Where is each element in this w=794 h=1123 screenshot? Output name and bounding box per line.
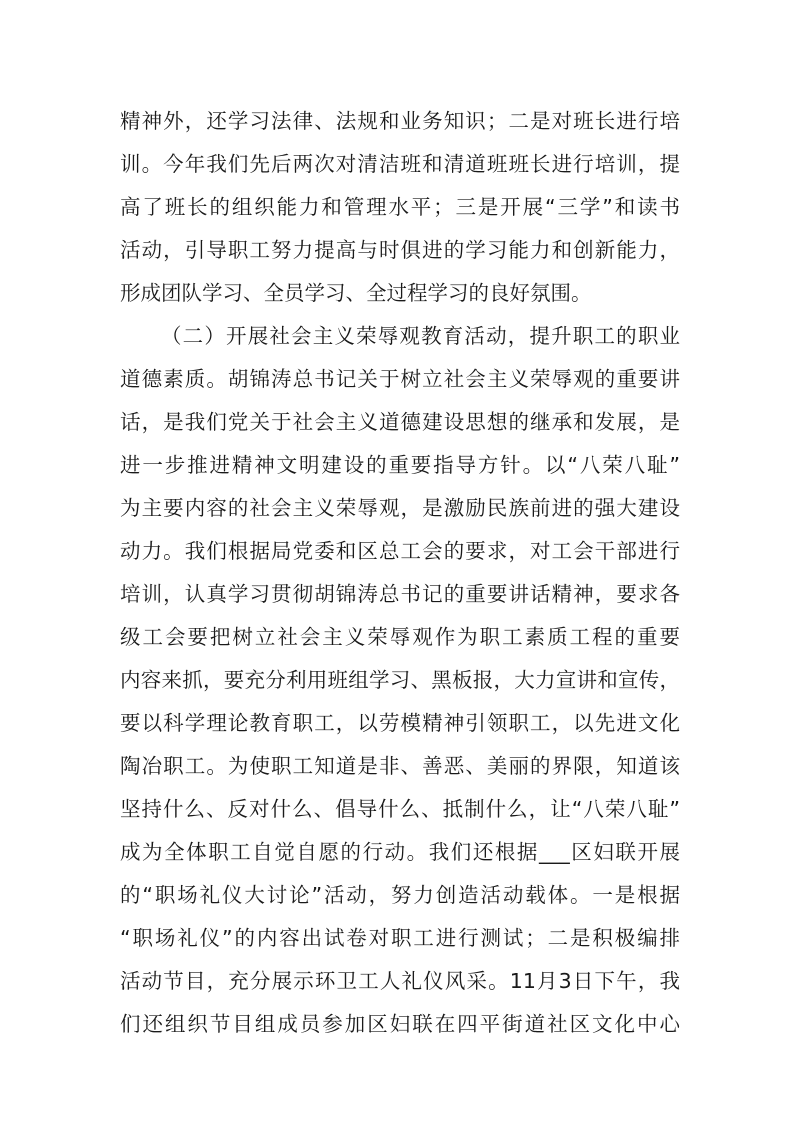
text-line: “职场礼仪”的内容出试卷对职工进行测试；二是积极编排 xyxy=(120,926,680,950)
text-line: 坚持什么、反对什么、倡导什么、抵制什么，让“八荣八耻” xyxy=(120,797,680,821)
text-line: 的“职场礼仪大讨论”活动，努力创造活动载体。一是根据 xyxy=(120,883,680,907)
text-line: 动力。我们根据局党委和区总工会的要求，对工会干部进行 xyxy=(120,539,680,563)
text-line: 陶冶职工。为使职工知道是非、善恶、美丽的界限，知道该 xyxy=(120,754,680,778)
text-line: 内容来抓，要充分利用班组学习、黑板报，大力宣讲和宣传， xyxy=(120,668,680,692)
text-line: 精神外，还学习法律、法规和业务知识；二是对班长进行培 xyxy=(120,109,680,133)
text-line: 话，是我们党关于社会主义道德建设思想的继承和发展，是 xyxy=(120,410,680,434)
text-line: 进一步推进精神文明建设的重要指导方针。以“八荣八耻” xyxy=(120,453,680,477)
text-line: 道德素质。胡锦涛总书记关于树立社会主义荣辱观的重要讲 xyxy=(120,367,680,391)
text-line: 级工会要把树立社会主义荣辱观作为职工素质工程的重要 xyxy=(120,625,680,649)
text-line: 们还组织节目组成员参加区妇联在四平街道社区文化中心 xyxy=(120,1012,680,1036)
text-line: 高了班长的组织能力和管理水平；三是开展“三学”和读书 xyxy=(120,195,680,219)
text-line: 培训，认真学习贯彻胡锦涛总书记的重要讲话精神，要求各 xyxy=(120,582,680,606)
text-line: 训。今年我们先后两次对清洁班和清道班班长进行培训，提 xyxy=(120,152,680,176)
text-line: 形成团队学习、全员学习、全过程学习的良好氛围。 xyxy=(120,281,592,305)
text-line: 成为全体职工自觉自愿的行动。我们还根据___区妇联开展 xyxy=(120,840,680,864)
text-line: 为主要内容的社会主义荣辱观，是激励民族前进的强大建设 xyxy=(120,496,680,520)
text-line: 活动节目，充分展示环卫工人礼仪风采。11月3日下午，我 xyxy=(120,969,680,993)
body-text xyxy=(120,100,680,1046)
text-line: 活动，引导职工努力提高与时俱进的学习能力和创新能力， xyxy=(120,238,680,262)
section-heading-line: （二）开展社会主义荣辱观教育活动，提升职工的职业 xyxy=(161,324,680,348)
text-line: 要以科学理论教育职工，以劳模精神引领职工，以先进文化 xyxy=(120,711,680,735)
